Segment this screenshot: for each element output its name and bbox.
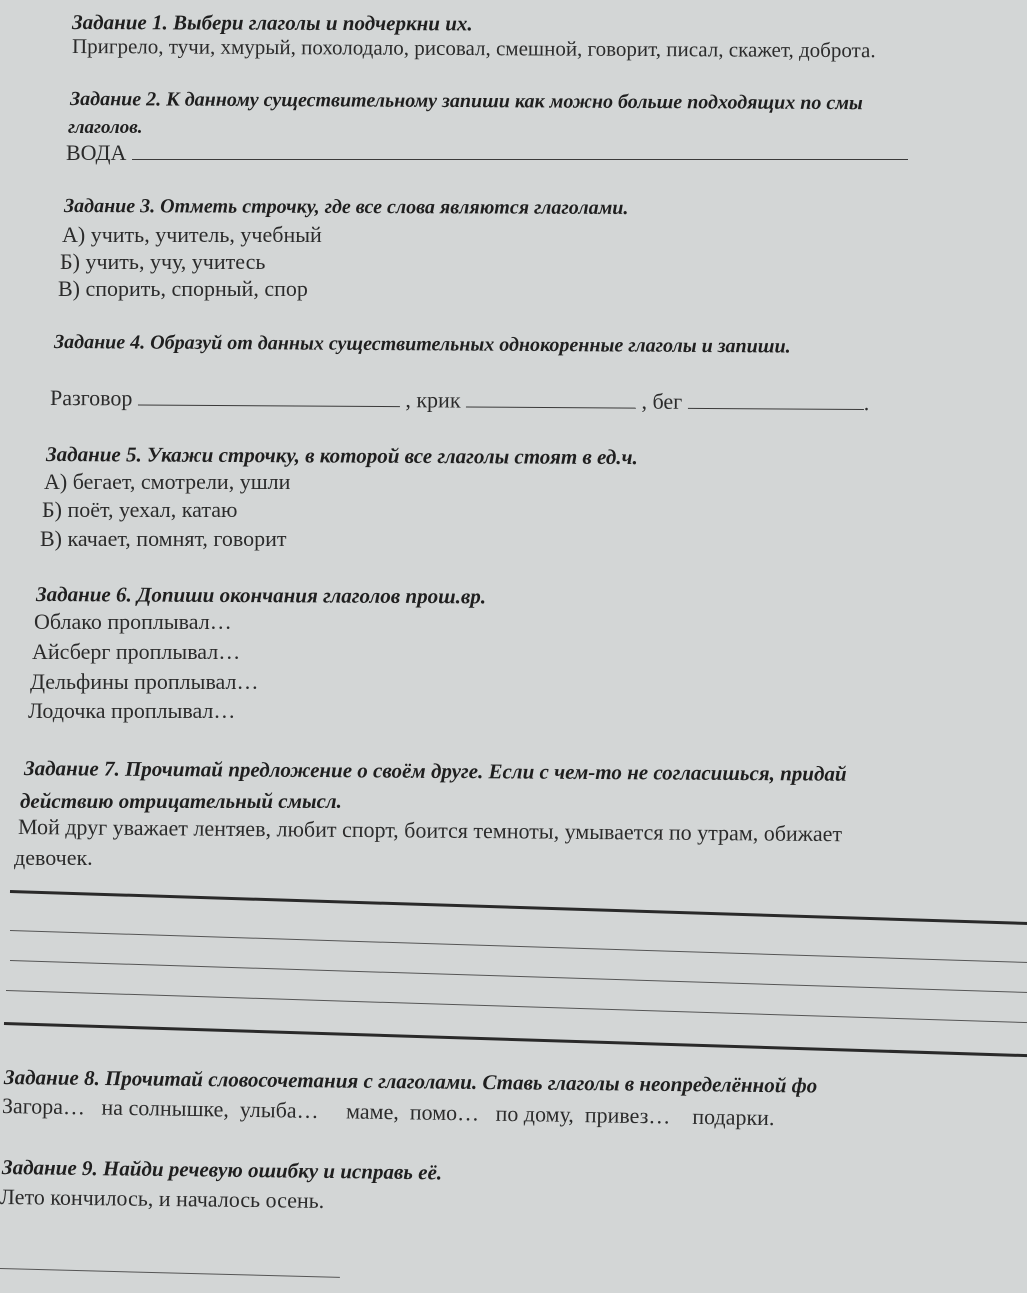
task7-text-line1: Мой друг уважает лентяев, любит спорт, боится темноты, умывается по утрам, обижает [17,814,843,847]
writing-line-1[interactable] [10,890,1027,926]
task4-row [50,385,869,416]
writing-line-2[interactable] [10,930,1027,964]
task2-title-line2: глаголов. [68,117,143,138]
task1-title: Задание 1. Выбери глаголы и подчеркни их. [71,10,473,36]
task2-answer-line[interactable] [132,158,908,160]
task5-option-b[interactable]: Б) поёт, уехал, катаю [42,497,238,522]
task6-title: Задание 6. Допиши окончания глаголов прош.вр. [35,582,487,609]
task5-option-a[interactable]: А) бегает, смотрели, ушли [44,469,291,494]
writing-line-3[interactable] [10,960,1027,994]
task4-answer-krik[interactable] [466,406,636,409]
task6-line-1[interactable]: Облако проплывал… [34,609,232,634]
task4-word-razgovor: Разговор [49,385,133,411]
task2-noun-label: ВОДА [66,140,127,165]
task4-word-beg: , бег [641,388,683,414]
task3-title: Задание 3. Отметь строчку, где все слова являются глаголами. [63,195,629,219]
task9-title: Задание 9. Найди речевую ошибку и исправь её. [1,1155,443,1185]
task7-text-line2: девочек. [14,845,93,870]
task4-title: Задание 4. Образуй от данных существительных однокоренные глаголы и запиши. [53,331,791,358]
task7-title-line2: действию отрицательный смысл. [20,789,342,813]
task5-option-c[interactable]: В) качает, помнят, говорит [40,526,287,551]
task3-option-c[interactable]: В) спорить, спорный, спор [58,276,308,301]
task4-word-krik: , крик [405,387,461,413]
task1-words: Пригрело, тучи, хмурый, похолодало, рисовал, смешной, говорит, писал, скажет, доброта. [71,34,876,63]
task2-noun [66,140,908,166]
task9-text: Лето кончилось, и началось осень. [0,1184,325,1213]
writing-line-4[interactable] [6,990,1027,1024]
task3-option-b[interactable]: Б) учить, учу, учитесь [60,249,266,274]
task2-title-line1: Задание 2. К данному существительному запиши как можно больше подходящих по смы [69,88,863,115]
task6-line-4[interactable]: Лодочка проплывал… [28,698,236,723]
task8-title: Задание 8. Прочитай словосочетания с глаголами. Ставь глаголы в неопределённой фо [3,1065,818,1098]
task4-answer-beg[interactable] [688,407,864,410]
task5-title: Задание 5. Укажи строчку, в которой все глаголы стоят в ед.ч. [45,442,638,470]
task4-end-dot: . [863,389,870,416]
writing-line-5[interactable] [4,1022,1027,1058]
task9-answer-line[interactable] [0,1268,340,1278]
task6-line-3[interactable]: Дельфины проплывал… [30,669,259,694]
task8-phrases: Загора… на солнышке, улыба… маме, помо… по дому, привез… подарки. [1,1093,775,1131]
task6-line-2[interactable]: Айсберг проплывал… [32,639,241,664]
task7-title-line1: Задание 7. Прочитай предложение о своём друге. Если с чем-то не согласишься, придай [23,756,847,786]
task3-option-a[interactable]: А) учить, учитель, учебный [62,222,322,247]
task4-answer-razgovor[interactable] [138,404,400,408]
